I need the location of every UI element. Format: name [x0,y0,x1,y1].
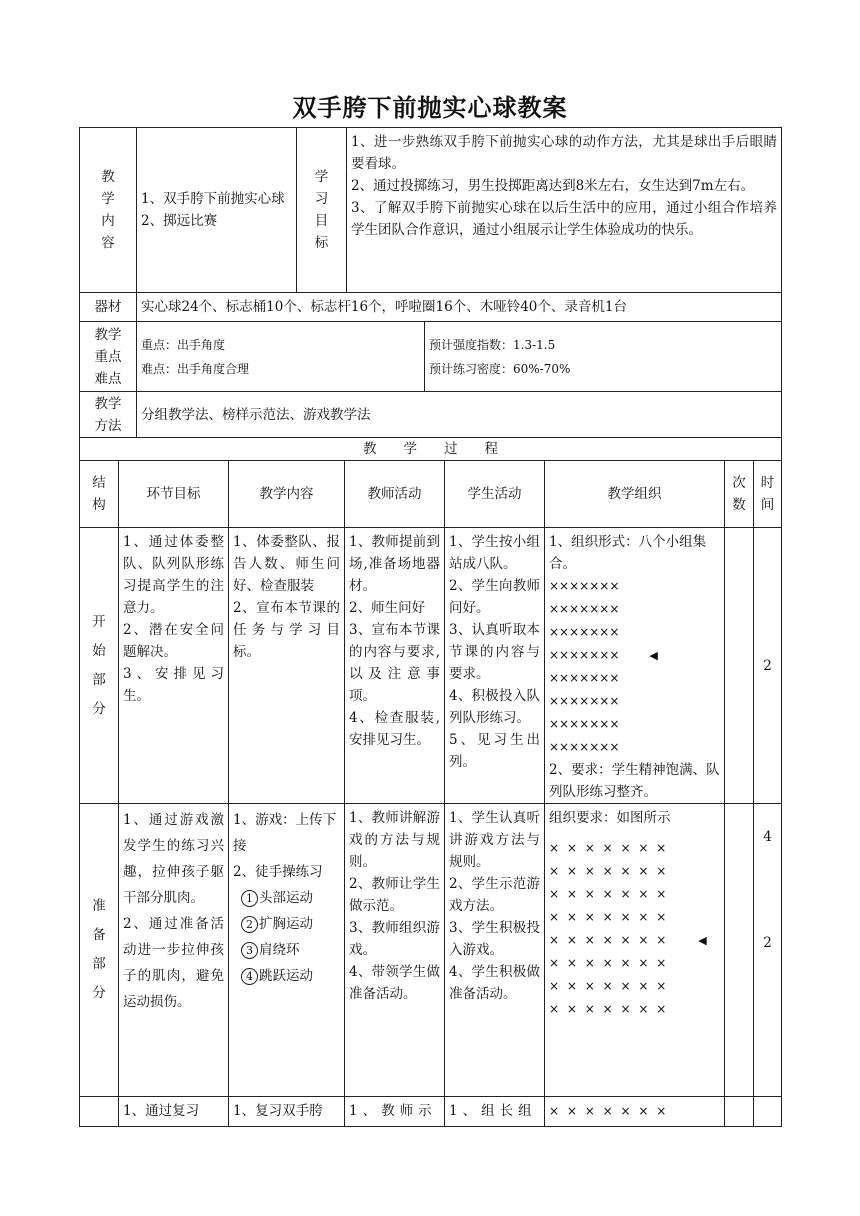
col-times: 次数 [725,461,754,528]
formation-row: ××××××× [549,625,620,639]
col-goal: 环节目标 [119,461,229,528]
formation-row: × × × × × × × [549,841,669,855]
goal-line: 2、通过投掷练习，男生投掷距离达到8米左右，女生达到7m左右。 [351,178,755,194]
method-text: 分组教学法、榜样示范法、游戏教学法 [137,392,782,438]
intensity-index: 预计强度指数：1.3-1.5 [429,337,556,352]
col-teacher: 教师活动 [345,461,445,528]
formation-diagram [549,575,720,759]
intensity-density [425,322,782,392]
formation-row: × × × × × × × [549,1104,669,1118]
formation-row: × × × × × × × [549,910,669,924]
formation-row: × × × × × × × [549,887,669,901]
teacher-position-triangle-icon: ◀ [649,649,658,662]
section-start [80,528,782,804]
formation-row: ××××××× [549,740,620,754]
equipment-text: 实心球24个、标志桶10个、标志杆16个，呼啦圈16个、木哑铃40个、录音机1台 [137,293,782,322]
goal-line: 1、进一步熟练双手胯下前抛实心球的动作方法，尤其是球出手后眼睛要看球。 [351,134,778,172]
student-activity: 1、学生按小组站成八队。 2、学生向教师问好。 3、认真听取本节课的内容与要求。 4、积极投入队列队形练习。 5、见习生出列。 [445,528,545,804]
section-name: 准备部分 [80,804,119,1097]
organization [545,1097,725,1127]
learning-goals [347,128,782,293]
section-content: 1、复习双手胯 [229,1097,345,1127]
goals-label: 学习目标 [297,128,347,293]
formation-row: × × × × × × × [549,1002,669,1016]
equipment-label: 器材 [80,293,137,322]
key-point: 重点：出手角度 [141,337,226,352]
section-content: 1、游戏：上传下接 2、徒手操练习 1 头部运动 2 扩胸运动 3 肩绕环 4 跳跃运动 [229,804,345,1097]
formation-row: × × × × × × × [549,956,669,970]
teacher-position-triangle-icon: ◀ [698,934,709,947]
formation-row: ××××××× ◀ [549,644,720,667]
key-points [137,322,425,392]
process-title: 教 学 过 程 [80,438,782,461]
numbered-item: 2 扩胸运动 [241,911,340,937]
circled-number-icon: 1 [241,890,258,907]
numbered-item: 4 跳跃运动 [241,963,340,989]
formation-row: ××××××× [549,602,620,616]
section-goals: 1、通过复习 [119,1097,229,1127]
formation-row: × × × × × × × [549,864,669,878]
time-cell: 2 [754,528,782,804]
col-structure: 结构 [80,461,119,528]
time-cell: 4 2 [754,804,782,1097]
formation-diagram [549,837,720,1021]
numbered-item: 1 头部运动 [241,885,340,911]
formation-row: × × × × × × × [549,979,669,993]
difficulty-point: 难点：出手角度合理 [141,361,250,376]
col-organization: 教学组织 [545,461,725,528]
document-title: 双手胯下前抛实心球教案 [292,94,568,122]
lesson-header-table [79,127,782,438]
times-cell [725,1097,754,1127]
time-cell [754,1097,782,1127]
circled-number-icon: 3 [241,942,258,959]
content-line: 1、双手胯下前抛实心球 [141,191,285,207]
formation-row: ××××××× [549,717,620,731]
teacher-activity: 1、教师提前到场,准备场地器材。 2、师生问好 3、宣布本节课的内容与要求,以及注意事项。 4、检查服装,安排见习生。 [345,528,445,804]
content-label: 教学内容 [80,128,137,293]
student-activity: 1、学生认真听讲游戏方法与规则。 2、学生示范游戏方法。 3、学生积极投入游戏。 4、学生积极做准备活动。 [445,804,545,1097]
section-goals: 1、通过体委整队、队列队形练习提高学生的注意力。 2、潜在安全问题解决。 3、安排见习生。 [119,528,229,804]
col-duration: 时间 [754,461,782,528]
practice-density: 预计练习密度：60%-70% [429,361,571,376]
org-requirement: 2、要求：学生精神饱满、队列队形练习整齐。 [549,762,720,800]
numbered-item: 3 肩绕环 [241,937,340,963]
circled-number-icon: 4 [241,968,258,985]
lesson-content [137,128,297,293]
key-points-label: 教学重点难点 [80,322,137,392]
teacher-activity: 1、教师示 [345,1097,445,1127]
times-cell [725,804,754,1097]
section-warmup [80,804,782,1097]
formation-row: ××××××× [549,671,620,685]
goal-line: 3、了解双手胯下前抛实心球在以后生活中的应用，通过小组合作培养学生团队合作意识，通过小组展示让学生体验成功的快乐。 [351,200,778,238]
section-main-partial [80,1097,782,1127]
times-cell [725,528,754,804]
formation-row: × × × × × × × ◀ [549,929,720,952]
student-activity: 1、组长组 [445,1097,545,1127]
org-requirement: 组织要求：如图所示 [549,810,671,826]
section-name [80,1097,119,1127]
section-name: 开始部分 [80,528,119,804]
formation-row: ××××××× [549,579,620,593]
formation-row: ××××××× [549,694,620,708]
teaching-process-table [79,437,782,1127]
method-label: 教学方法 [80,392,137,438]
section-goals: 1、通过游戏激发学生的练习兴趣，拉伸孩子躯干部分肌肉。 2、通过准备活动进一步拉伸孩子的肌肉，避免运动损伤。 [119,804,229,1097]
organization [545,804,725,1097]
circled-number-icon: 2 [241,916,258,933]
teacher-activity: 1、教师讲解游戏的方法与规则。 2、教师让学生做示范。 3、教师组织游戏。 4、带领学生做准备活动。 [345,804,445,1097]
org-form: 1、组织形式：八个小组集合。 [549,534,707,572]
organization [545,528,725,804]
col-content: 教学内容 [229,461,345,528]
col-student: 学生活动 [445,461,545,528]
section-content: 1、体委整队、报告人数、师生问好、检查服装 2、宣布本节课的任务与学习目标。 [229,528,345,804]
content-line: 2、掷远比赛 [141,213,218,229]
